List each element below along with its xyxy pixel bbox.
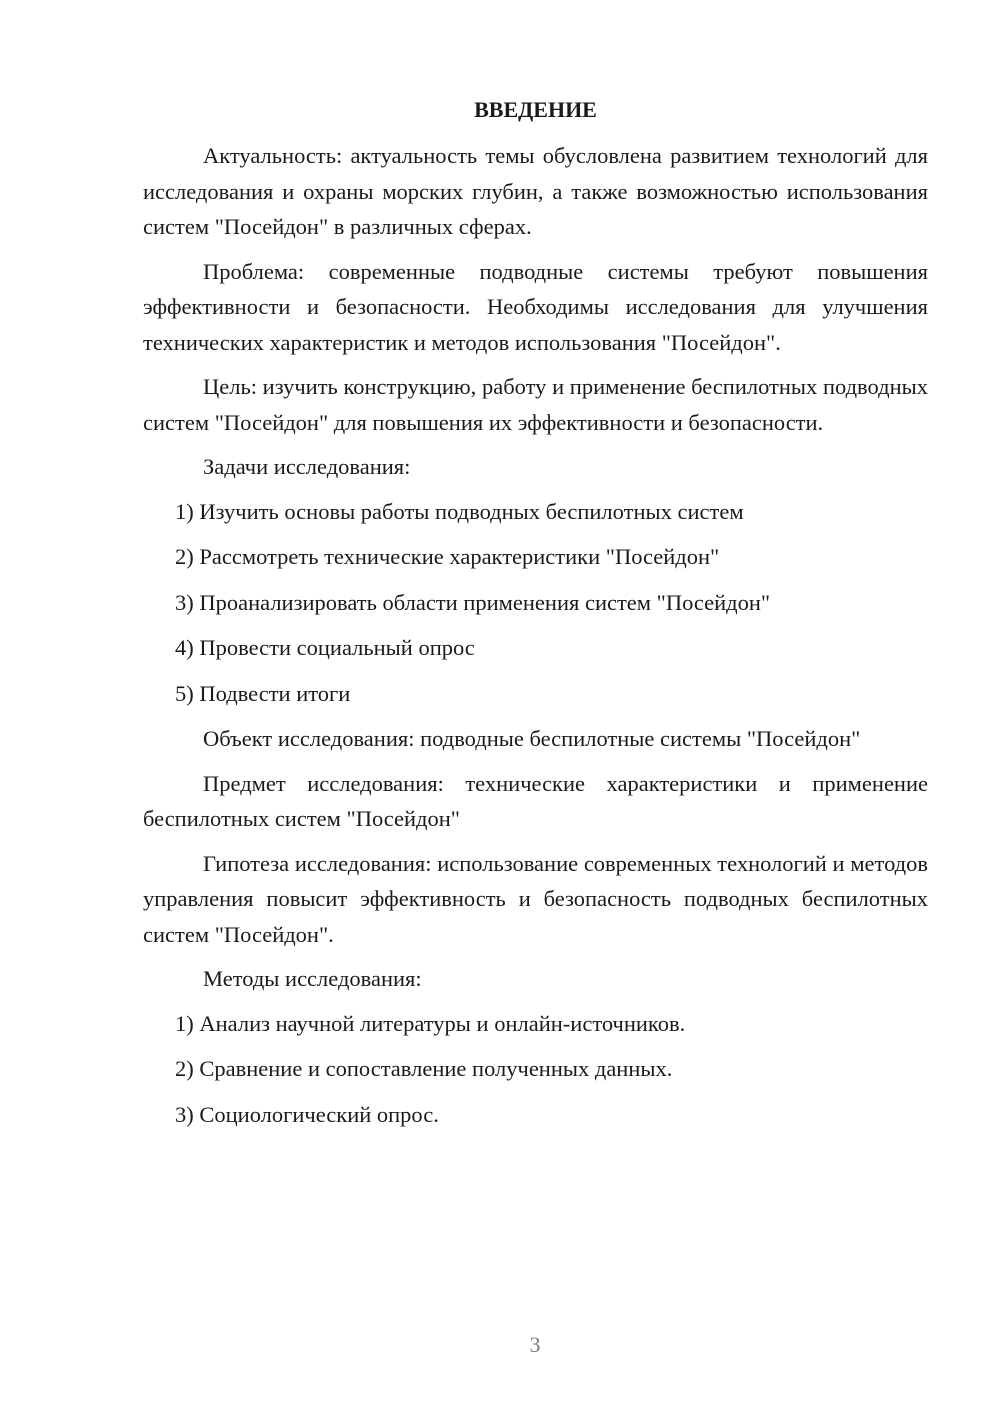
list-item: 3) Социологический опрос. xyxy=(175,1101,439,1127)
methods-intro: Методы исследования: xyxy=(203,966,422,991)
list-item: 5) Подвести итоги xyxy=(175,680,351,706)
goal-paragraph: Цель: изучить конструкцию, работу и применение беспилотных подводных систем "Посейдон" для повышения их эффективности и безопасности. xyxy=(143,374,928,435)
tasks-list xyxy=(143,494,928,712)
problem-paragraph: Проблема: современные подводные системы требуют повышения эффективности и безопасности. Необходимы исследования для улучшения технических характеристик и методов использования "Посейдон". xyxy=(143,258,928,355)
list-item: 3) Проанализировать области применения систем "Посейдон" xyxy=(175,589,771,615)
subject-paragraph: Предмет исследования: технические характеристики и применение беспилотных систем "Посейдон" xyxy=(143,770,928,831)
list-item: 2) Рассмотреть технические характеристики "Посейдон" xyxy=(175,544,720,569)
methods-list xyxy=(143,1006,928,1133)
list-item: 2) Сравнение и сопоставление полученных данных. xyxy=(175,1056,673,1081)
list-item: 1) Анализ научной литературы и онлайн-источников. xyxy=(175,1010,686,1036)
page-content xyxy=(143,92,928,1142)
section-heading: ВВЕДЕНИЕ xyxy=(474,97,597,122)
relevance-paragraph: Актуальность: актуальность темы обусловлена развитием технологий для исследования и охраны морских глубин, а также возможностью использования систем "Посейдон" в различных сферах. xyxy=(143,143,928,239)
object-paragraph: Объект исследования: подводные беспилотные системы "Посейдон" xyxy=(203,726,861,751)
tasks-intro: Задачи исследования: xyxy=(203,454,411,479)
page-number: 3 xyxy=(529,1332,541,1357)
list-item: 4) Провести социальный опрос xyxy=(175,635,475,660)
hypothesis-paragraph: Гипотеза исследования: использование современных технологий и методов управления повысит эффективность и безопасность подводных беспилотных систем "Посейдон". xyxy=(143,850,928,947)
list-item: 1) Изучить основы работы подводных беспилотных систем xyxy=(175,498,744,524)
